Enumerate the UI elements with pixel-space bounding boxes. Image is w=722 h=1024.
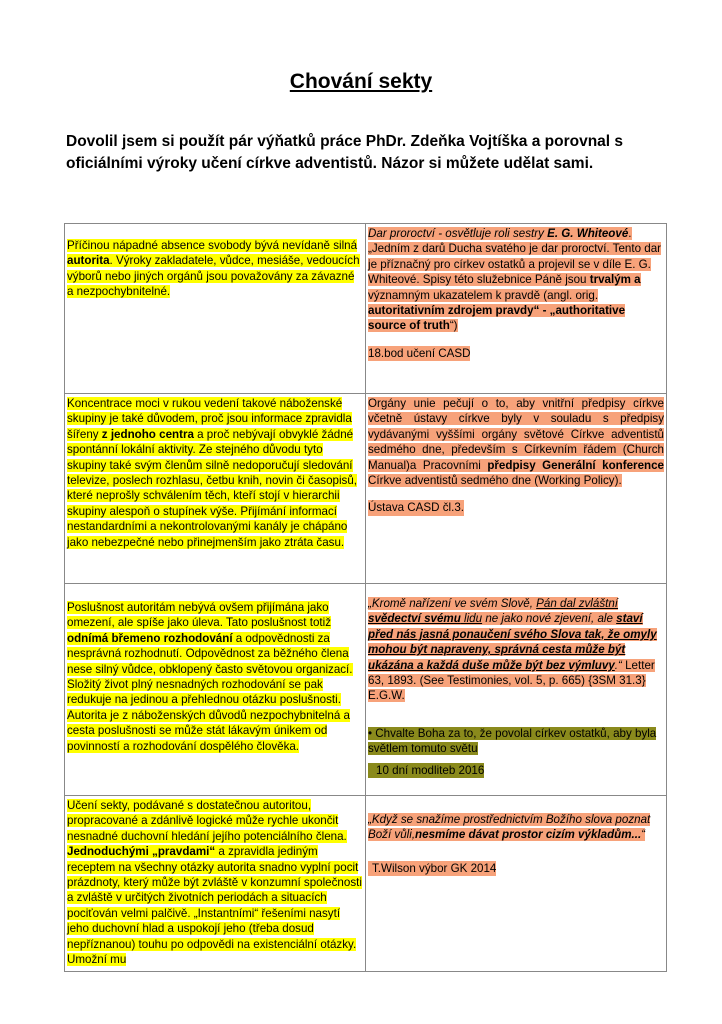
runs-row2-left (67, 397, 357, 549)
quote-cell-casd (366, 224, 667, 394)
text-run: Církve adventistů sedmého dne (Working Policy). (368, 474, 622, 488)
text-run: . „Jedním z darů Ducha svatého je dar proroctví. Tento dar je příznačný pro církev ostatků a projevil se v díle E. G. Whiteové. Spisy této služebnice Páně jsou (368, 227, 662, 287)
table-row (65, 394, 667, 584)
text-run: lidu (460, 612, 483, 626)
text-run: “ (641, 828, 646, 842)
text-run: Poslušnost autoritám nebývá ovšem přijímána jako omezení, ale spíše jako úleva. Tato poslušnost totiž (67, 601, 332, 630)
text-run: Příčinou nápadné absence svobody bývá nevídaně silná (67, 239, 358, 252)
text-run: trvalým a (589, 273, 641, 287)
source-reference: T.Wilson výbor GK 2014 (368, 861, 496, 876)
text-run: předpisy Generální konference (487, 458, 664, 472)
text-run: nesmíme dávat prostor cizím výkladům... (415, 828, 642, 842)
runs-row3-right (368, 597, 657, 702)
table-row (65, 796, 667, 972)
text-run: . Výroky zakladatele, vůdce, mesiáše, vedoucích výborů nebo jiných orgánů jsou považovány za závazné a nezpochybnitelné. (67, 254, 360, 299)
text-run: a odpovědnosti za nesprávná rozhodnutí. Odpovědnost za běžného člena nese silný vůdce, obklopený často světovou organizací. Složitý život plný nesnadných rozhodování se pak redukuje na jedinou a přehlednou otázku poslušnosti. Autorita je z náboženských důvodů nezpochybnitelná a cesta poslušnosti se může stát lákavým únikem od povinností a rozhodování dospělého člověka. (67, 631, 353, 753)
page-title: Chování sekty (289, 70, 433, 93)
text-run: Letter 63, 1893. (See Testimonies, vol. 5, p. 665) {3SM 31.3} E.G.W. (368, 658, 655, 703)
intro-paragraph: Dovolil jsem si použít pár výňatků práce PhDr. Zdeňka Vojtíška a porovnal s oficiálními výroky učení církve adventistů. Názor si můžete udělat sami. (66, 133, 624, 172)
quote-cell-casd (366, 584, 667, 796)
text-run: a zpravidla jediným receptem na všechny otázky autorita snadno vyplní pocit prázdnoty, který může být zvláště v konzumní společnosti a zvláště v určitých životních periodách a situacích pociťován velmi palčivě. „Instantními“ řešeními nasytí jeho duchovní hlad a uspokojí jeho (třeba dosud nepříznanou) touhu po odpovědi na existenciální otázky. Umožní mu (67, 845, 362, 967)
source-reference: 10 dní modliteb 2016 (368, 763, 484, 778)
text-run: ne jako nové zjevení, ale (482, 612, 617, 626)
quote-cell-vojtisek (65, 394, 366, 584)
text-run: odnímá břemeno rozhodování (67, 631, 233, 645)
source-reference: 18.bod učení CASD (368, 346, 471, 360)
text-run: Jednoduchými „pravdami“ (67, 845, 216, 859)
text-run: “) (449, 319, 458, 333)
table-row (65, 224, 667, 394)
text-run: autorita (67, 254, 110, 268)
bullet-quote: • Chvalte Boha za to, že povolal církev ostatků, aby byla světlem tomuto světu (368, 726, 657, 756)
quote-cell-vojtisek (65, 796, 366, 972)
text-run: .“ (614, 658, 622, 672)
text-run: z jednoho centra (101, 427, 194, 441)
runs-row4-right (368, 813, 650, 841)
text-run: a proč nebývají obvyklé žádné spontánní lokální aktivity. Ze stejného důvodu tyto skupiny také svým členům silně nedoporučují sledování televize, poslech rozhlasu, četbu knih, novin či časopisů, které neprošly schválením těch, kteří stojí v hierarchii skupiny alespoň o stupínek výše. Přijímání informací nestandardními a nekontrolovanými kanály je chápáno jako nebezpečné nebo přinejmenším jako ztráta času. (67, 427, 358, 549)
text-run: významným ukazatelem k pravdě (angl. orig. (368, 288, 599, 302)
text-run: Dar proroctví - osvětluje roli sestry (368, 227, 548, 240)
text-run: svědectví svému (368, 612, 461, 626)
text-run: “ - „authoritative source of truth (368, 304, 626, 333)
source-reference: Ústava CASD čl.3. (368, 501, 464, 515)
runs-row1-right (368, 227, 661, 332)
comparison-table (64, 223, 667, 972)
text-run: Orgány unie pečují o to, aby vnitřní předpisy církve včetně ústavy církve byly v souladu s předpisy vydávanými vyššími orgány světové Církve adventistů sedmého dne, především s Církevním řádem (Church Manual)a Pracovními (368, 397, 664, 472)
text-run: E. G. Whiteové (547, 227, 629, 240)
table-row (65, 584, 667, 796)
quote-cell-casd (366, 394, 667, 584)
runs-row2-right (368, 397, 664, 487)
text-run: autoritativním zdrojem pravdy (368, 304, 534, 318)
quote-cell-casd (366, 796, 667, 972)
runs-row3-left (67, 601, 353, 753)
text-run: Pán dal zvláštní (536, 597, 619, 610)
runs-row1-left (67, 239, 360, 298)
quote-cell-vojtisek (65, 584, 366, 796)
text-run: „Když se snažíme prostřednictvím Božího slova poznat Boží vůli, (368, 813, 651, 842)
runs-row4-left (67, 799, 362, 966)
text-run: Koncentrace moci v rukou vedení takové náboženské skupiny je také důvodem, proč jsou informace zpravidla šířeny (67, 397, 352, 441)
text-run: „Kromě nařízení ve svém Slově, (368, 597, 537, 610)
quote-cell-vojtisek (65, 224, 366, 394)
text-run: Učení sekty, podávané s dostatečnou autoritou, propracované a zdánlivě logické může rychle ukončit nesnadné duchovní hledání jejího potenciálního člena. (67, 799, 347, 843)
text-run: staví před nás jasná ponaučení svého Slova tak, že omyly mohou být napraveny, správná cesta může být ukázána a každá duše může být bez výmluvy (368, 612, 657, 672)
